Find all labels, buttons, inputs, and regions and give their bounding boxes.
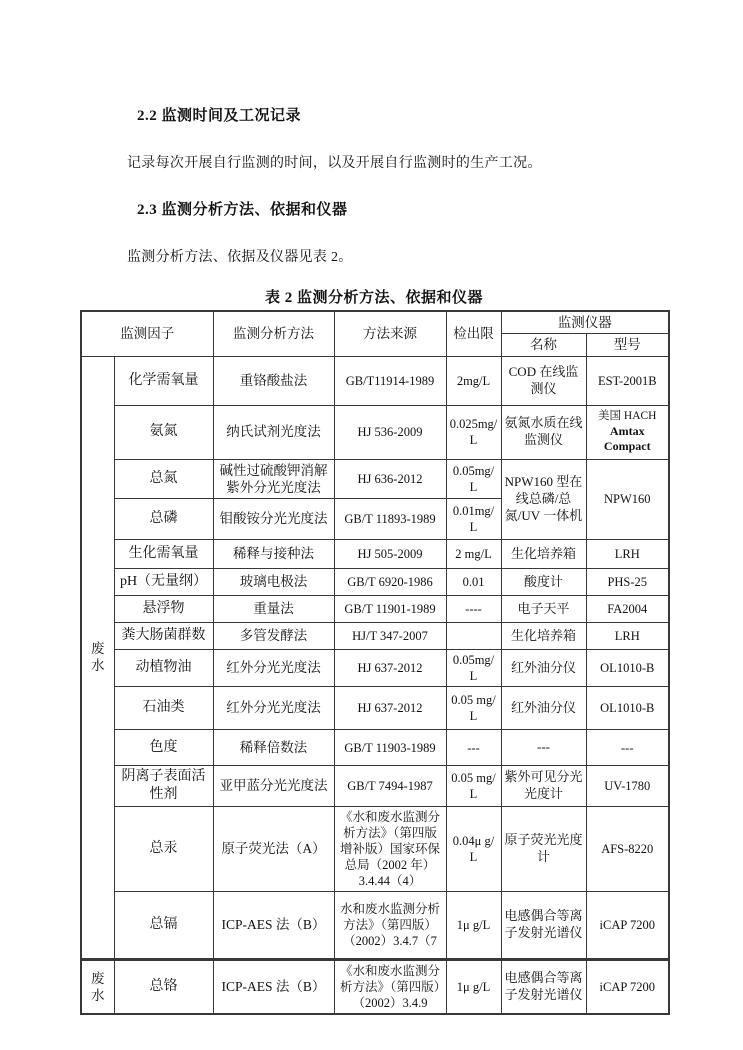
cell-factor: 总汞 (114, 806, 213, 891)
cell-instrument-name: 电感偶合等离子发射光谱仪 (501, 959, 586, 1014)
cell-source: GB/T 11903-1989 (334, 730, 446, 766)
cell-method: 重量法 (213, 596, 334, 623)
cell-instrument-name: 生化培养箱 (501, 540, 586, 569)
cell-method: 稀释与接种法 (213, 540, 334, 569)
cell-factor: 总氮 (114, 459, 213, 499)
cell-source: 《水和废水监测分析方法》（第四版）（2002）3.4.9 (334, 959, 446, 1014)
cell-detection-limit: 2mg/L (446, 356, 501, 405)
cell-instrument-name: 生化培养箱 (501, 623, 586, 650)
cell-instrument-name: NPW160 型在线总磷/总氮/UV 一体机 (501, 459, 586, 540)
cell-source: 水和废水监测分析方法》（第四版）（2002）3.4.7（7 (334, 891, 446, 959)
cell-method: 玻璃电极法 (213, 569, 334, 596)
cell-instrument-model: FA2004 (586, 596, 669, 623)
table-header (81, 311, 669, 356)
table-row (81, 687, 669, 730)
cell-detection-limit: 0.05mg/L (446, 459, 501, 499)
table-row (81, 650, 669, 687)
table-row (81, 596, 669, 623)
cell-method: ICP-AES 法（B） (213, 959, 334, 1014)
header-row-1 (81, 311, 669, 334)
cell-instrument-model (586, 405, 669, 459)
cell-method: 红外分光光度法 (213, 687, 334, 730)
cell-category: 废水 (81, 959, 114, 1014)
cell-instrument-model: LRH (586, 623, 669, 650)
cell-instrument-model: AFS-8220 (586, 806, 669, 891)
cell-method: ICP-AES 法（B） (213, 891, 334, 959)
table-row (81, 766, 669, 807)
cell-method: 稀释倍数法 (213, 730, 334, 766)
section-body-2-2: 记录每次开展自行监测的时间，以及开展自行监测时的生产工况。 (127, 156, 542, 171)
section-heading-2-2: 2.2 监测时间及工况记录 (137, 108, 302, 124)
cell-factor: 氨氮 (114, 405, 213, 459)
cell-source: GB/T 11901-1989 (334, 596, 446, 623)
col-header-detection-limit: 检出限 (446, 311, 501, 356)
cell-factor: 总铬 (114, 959, 213, 1014)
cell-instrument-name: 电子天平 (501, 596, 586, 623)
cell-instrument-model: PHS-25 (586, 569, 669, 596)
table-row (81, 569, 669, 596)
cell-detection-limit: 0.05mg/L (446, 650, 501, 687)
cell-source: HJ 505-2009 (334, 540, 446, 569)
model-line: Amtax Compact (603, 424, 651, 454)
cell-detection-limit (446, 623, 501, 650)
table-row (81, 806, 669, 891)
cell-factor: 悬浮物 (114, 596, 213, 623)
cell-detection-limit: 0.01 (446, 569, 501, 596)
table-row (81, 405, 669, 459)
cell-instrument-name: 原子荧光光度计 (501, 806, 586, 891)
cell-instrument-name: COD 在线监测仪 (501, 356, 586, 405)
cell-instrument-model: iCAP 7200 (586, 891, 669, 959)
cell-method: 重铬酸盐法 (213, 356, 334, 405)
cell-detection-limit: 0.05 mg/L (446, 687, 501, 730)
cell-detection-limit: ---- (446, 596, 501, 623)
cell-detection-limit: 1μ g/L (446, 959, 501, 1014)
cell-detection-limit: 0.01mg/L (446, 499, 501, 540)
cell-factor: 总磷 (114, 499, 213, 540)
col-header-method: 监测分析方法 (213, 311, 334, 356)
cell-instrument-model: UV-1780 (586, 766, 669, 807)
cell-factor: 粪大肠菌群数 (114, 623, 213, 650)
cell-source: GB/T11914-1989 (334, 356, 446, 405)
cell-source: HJ 637-2012 (334, 650, 446, 687)
cell-instrument-name: 酸度计 (501, 569, 586, 596)
cell-factor: 石油类 (114, 687, 213, 730)
table-row (81, 730, 669, 766)
cell-factor: 动植物油 (114, 650, 213, 687)
cell-factor: pH（无量纲） (114, 569, 213, 596)
cell-source: GB/T 11893-1989 (334, 499, 446, 540)
page-content (80, 0, 668, 1015)
cell-instrument-name: 红外油分仪 (501, 687, 586, 730)
col-header-instrument-name: 名称 (501, 334, 586, 356)
cell-detection-limit: 0.025mg/L (446, 405, 501, 459)
cell-method: 纳氏试剂光度法 (213, 405, 334, 459)
cell-source: HJ/T 347-2007 (334, 623, 446, 650)
cell-source: GB/T 7494-1987 (334, 766, 446, 807)
cell-instrument-model: OL1010-B (586, 687, 669, 730)
cell-detection-limit: 1μ g/L (446, 891, 501, 959)
col-header-source: 方法来源 (334, 311, 446, 356)
monitoring-methods-table (80, 310, 670, 1015)
col-header-instrument-model: 型号 (586, 334, 669, 356)
cell-source: HJ 636-2012 (334, 459, 446, 499)
cell-source: HJ 637-2012 (334, 687, 446, 730)
cell-detection-limit: 2 mg/L (446, 540, 501, 569)
cell-method: 碱性过硫酸钾消解紫外分光光度法 (213, 459, 334, 499)
cell-detection-limit: --- (446, 730, 501, 766)
table-caption: 表 2 监测分析方法、依据和仪器 (264, 290, 483, 306)
col-header-factor: 监测因子 (81, 311, 213, 356)
model-line: 美国 HACH (598, 410, 657, 423)
cell-source: GB/T 6920-1986 (334, 569, 446, 596)
cell-source: 《水和废水监测分析方法》（第四版增补版）国家环保总局（2002 年）3.4.44（4） (334, 806, 446, 891)
table-row (81, 891, 669, 959)
cell-factor: 色度 (114, 730, 213, 766)
cell-instrument-model: OL1010-B (586, 650, 669, 687)
section-body-2-3: 监测分析方法、依据及仪器见表 2。 (127, 250, 353, 265)
cell-method: 钼酸铵分光光度法 (213, 499, 334, 540)
cell-instrument-model: iCAP 7200 (586, 959, 669, 1014)
table-row (81, 623, 669, 650)
cell-factor: 总镉 (114, 891, 213, 959)
cell-detection-limit: 0.05 mg/L (446, 766, 501, 807)
table-row (81, 459, 669, 499)
cell-instrument-name: 电感偶合等离子发射光谱仪 (501, 891, 586, 959)
cell-method: 原子荧光法（A） (213, 806, 334, 891)
section-heading-2-3: 2.3 监测分析方法、依据和仪器 (137, 202, 348, 218)
col-header-instrument: 监测仪器 (501, 311, 669, 334)
cell-instrument-model: LRH (586, 540, 669, 569)
cell-instrument-name: 红外油分仪 (501, 650, 586, 687)
cell-method: 多管发酵法 (213, 623, 334, 650)
cell-factor: 阴离子表面活性剂 (114, 766, 213, 807)
cell-detection-limit: 0.04μ g/L (446, 806, 501, 891)
table-row (81, 540, 669, 569)
cell-method: 亚甲蓝分光光度法 (213, 766, 334, 807)
cell-method: 红外分光光度法 (213, 650, 334, 687)
cell-instrument-name: 紫外可见分光光度计 (501, 766, 586, 807)
cell-source: HJ 536-2009 (334, 405, 446, 459)
cell-instrument-name: --- (501, 730, 586, 766)
table-row (81, 356, 669, 405)
cell-factor: 化学需氧量 (114, 356, 213, 405)
table-body (81, 356, 669, 1014)
cell-category: 废水 (81, 356, 114, 959)
cell-instrument-name: 氨氮水质在线监测仪 (501, 405, 586, 459)
cell-factor: 生化需氧量 (114, 540, 213, 569)
table-row (81, 959, 669, 1014)
cell-instrument-model: NPW160 (586, 459, 669, 540)
cell-instrument-model: --- (586, 730, 669, 766)
cell-instrument-model: EST-2001B (586, 356, 669, 405)
